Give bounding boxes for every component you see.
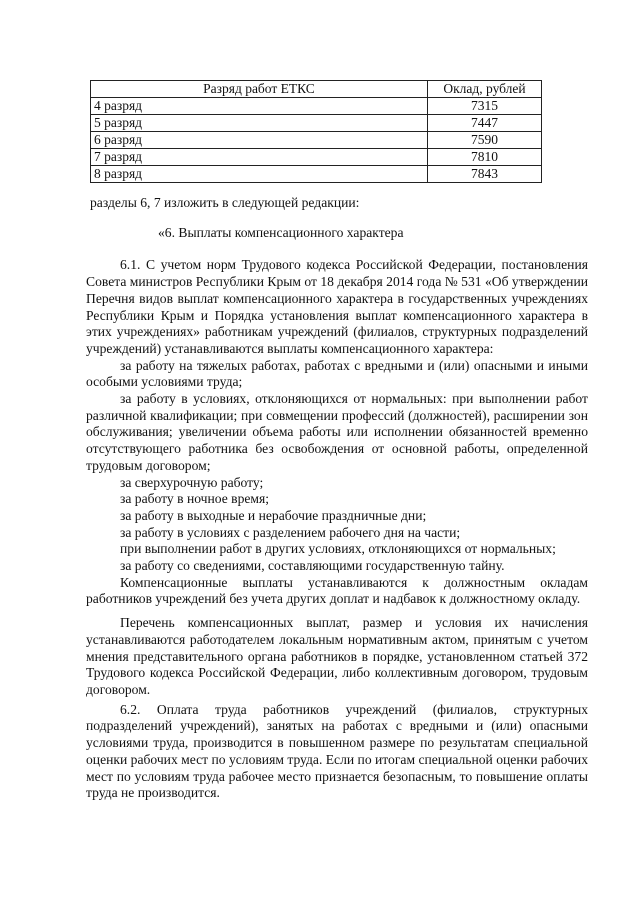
table-row	[91, 115, 542, 132]
grade-cell: 6 разряд	[91, 132, 428, 149]
table-row	[91, 132, 542, 149]
intro-line: разделы 6, 7 изложить в следующей редакции:	[90, 195, 360, 210]
grade-cell: 7 разряд	[91, 149, 428, 166]
grade-cell: 5 разряд	[91, 115, 428, 132]
document-body	[86, 195, 588, 802]
salary-cell: 7843	[428, 166, 542, 183]
table-row	[91, 166, 542, 183]
salary-table	[90, 80, 542, 183]
grade-cell: 4 разряд	[91, 98, 428, 115]
salary-cell: 7590	[428, 132, 542, 149]
list-item: за работу в условиях, отклоняющихся от нормальных: при выполнении работ различной квалификации; при совмещении профессий (должностей), расширении зон обслуживания; увеличении объема работы или исполнении обязанностей временно отсутствующего работника без освобождения от основной работы, определенной трудовым договором;	[86, 391, 588, 473]
salary-cell: 7315	[428, 98, 542, 115]
list-item: за работу в условиях с разделением рабочего дня на части;	[120, 524, 461, 540]
paragraph-6-1: 6.1. С учетом норм Трудового кодекса Российской Федерации, постановления Совета министров Республики Крым от 18 декабря 2014 года № 531 «Об утверждении Перечня видов выплат компенсационного характера в государственных учреждениях Республики Крым и Порядка установления выплат компенсационного характера в этих учреждениях» работникам учреждений (филиалов, структурных подразделений учреждений) устанавливаются выплаты компенсационного характера:	[86, 257, 588, 356]
paragraph-compensation: Компенсационные выплаты устанавливаются к должностным окладам работников учреждений без учета других доплат и надбавок к должностному окладу.	[86, 574, 588, 607]
list-item: за работу в ночное время;	[120, 491, 270, 507]
table-header-row	[91, 81, 542, 98]
header-salary: Оклад, рублей	[428, 81, 542, 98]
table-row	[91, 149, 542, 166]
list-item: за работу в выходные и нерабочие праздничные дни;	[120, 507, 427, 523]
list-item: за работу на тяжелых работах, работах с вредными и (или) опасными и иными особыми условиями труда;	[86, 357, 588, 390]
header-grade: Разряд работ ЕТКС	[91, 81, 428, 98]
table-row	[91, 98, 542, 115]
salary-cell: 7447	[428, 115, 542, 132]
paragraph-6-2: 6.2. Оплата труда работников учреждений (филиалов, структурных подразделений учреждений), занятых на работах с вредными и (или) опасными условиями труда, производится в повышенном размере по результатам специальной оценки рабочих мест по условиям труда. Если по итогам специальной оценки рабочих мест по условиям труда рабочее место признается безопасным, то повышение оплаты труда не производится.	[86, 701, 588, 801]
list-item: за сверхурочную работу;	[120, 474, 264, 490]
salary-cell: 7810	[428, 149, 542, 166]
paragraph-list-of-payments: Перечень компенсационных выплат, размер и условия их начисления устанавливаются работодателем локальным нормативным актом, принятым с учетом мнения представительного органа работников в порядке, установленном статьей 372 Трудового кодекса Российской Федерации, либо коллективным договором, трудовым договором.	[86, 615, 588, 697]
list-item: за работу со сведениями, составляющими государственную тайну.	[120, 558, 505, 574]
list-item: при выполнении работ в других условиях, отклоняющихся от нормальных;	[120, 541, 556, 557]
grade-cell: 8 разряд	[91, 166, 428, 183]
section-heading: «6. Выплаты компенсационного характера	[158, 224, 404, 240]
